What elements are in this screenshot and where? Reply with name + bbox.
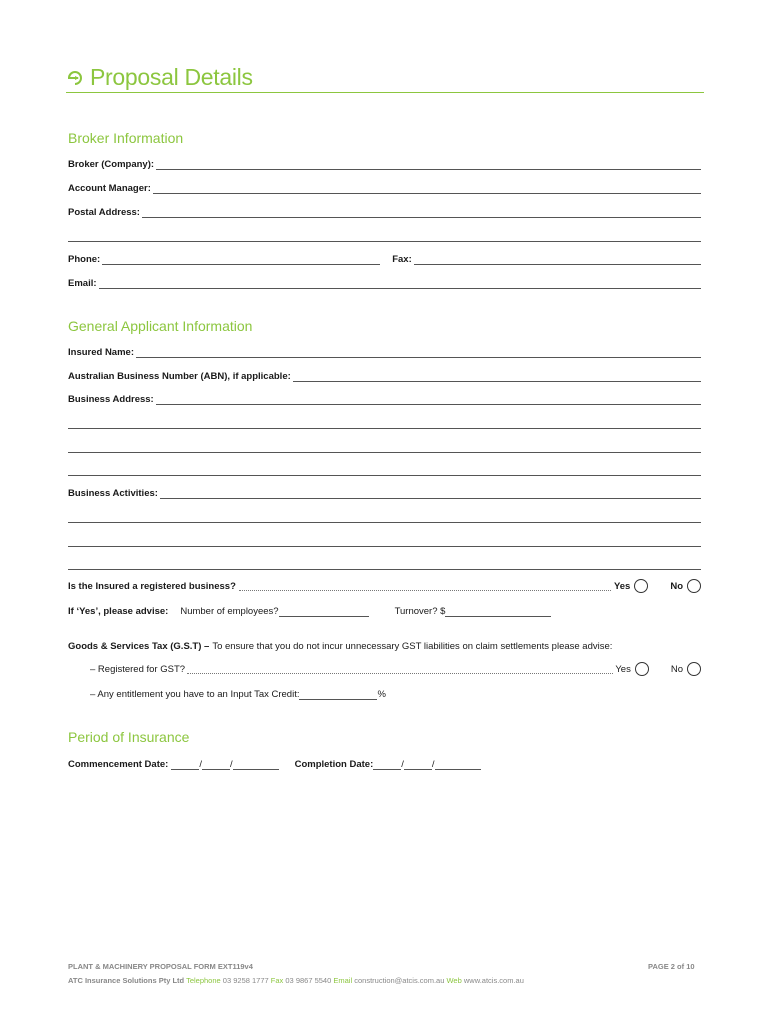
insured-name-label: Insured Name: (68, 347, 134, 358)
abn-label: Australian Business Number (ABN), if applicable: (68, 371, 291, 382)
fax-field[interactable] (414, 255, 701, 265)
yes-label: Yes (613, 580, 631, 592)
business-address-row (68, 391, 701, 405)
business-activities-row-3 (68, 533, 701, 547)
if-yes-row (68, 603, 701, 617)
footer-tel-label: Telephone (186, 976, 221, 985)
turnover-label: Turnover? $ (394, 606, 446, 617)
business-address-field[interactable] (156, 395, 701, 405)
account-manager-row (68, 180, 701, 194)
phone-fax-row (68, 251, 701, 265)
gst-yes-label: Yes (615, 663, 631, 675)
completion-year-field[interactable] (435, 760, 481, 770)
footer-page-number: PAGE 2 of 10 (648, 962, 695, 971)
account-manager-field[interactable] (153, 184, 701, 194)
footer-company: ATC Insurance Solutions Pty Ltd (68, 976, 185, 985)
insured-name-field[interactable] (136, 348, 701, 358)
postal-address-row-2 (68, 228, 701, 242)
registered-no-radio[interactable] (687, 579, 701, 593)
business-activities-row (68, 485, 701, 499)
gst-registered-row (90, 662, 701, 676)
footer-form-name: PLANT & MACHINERY PROPOSAL FORM EXT119v4 (68, 962, 253, 971)
page-title (66, 64, 253, 91)
phone-field[interactable] (102, 255, 380, 265)
postal-address-label: Postal Address: (68, 207, 140, 218)
gst-no-radio[interactable] (687, 662, 701, 676)
gst-no-label: No (670, 663, 683, 675)
completion-day-field[interactable] (373, 760, 401, 770)
business-address-row-2 (68, 415, 701, 429)
footer-fax: 03 9867 5540 (285, 976, 332, 985)
registered-yes-radio[interactable] (634, 579, 648, 593)
employees-label: Number of employees? (180, 606, 279, 617)
completion-label: Completion Date: (294, 759, 374, 770)
registered-business-label: Is the Insured a registered business? (68, 580, 236, 592)
business-address-row-4 (68, 462, 701, 476)
registered-business-row (68, 579, 701, 593)
page-title-text: Proposal Details (90, 64, 253, 90)
postal-address-field[interactable] (142, 208, 701, 218)
if-yes-label: If ‘Yes’, please advise: (68, 606, 169, 617)
business-address-label: Business Address: (68, 394, 154, 405)
gst-registered-label: – Registered for GST? (90, 663, 186, 675)
commencement-month-field[interactable] (202, 760, 230, 770)
broker-heading: Broker Information (68, 130, 184, 146)
footer-contact (68, 976, 524, 985)
business-activities-field-3[interactable] (68, 537, 701, 547)
business-activities-row-2 (68, 509, 701, 523)
account-manager-label: Account Manager: (68, 183, 151, 194)
email-label: Email: (68, 278, 97, 289)
arrow-icon (66, 69, 84, 87)
business-address-field-2[interactable] (68, 419, 701, 429)
fax-label: Fax: (392, 254, 412, 265)
email-field[interactable] (99, 279, 701, 289)
business-address-field-3[interactable] (68, 443, 701, 453)
commencement-day-field[interactable] (171, 760, 199, 770)
employees-field[interactable] (279, 607, 369, 617)
date-separator: / (401, 759, 404, 770)
gst-text: To ensure that you do not incur unnecessary GST liabilities on claim settlements please advise: (212, 641, 613, 652)
gst-yes-radio[interactable] (635, 662, 649, 676)
leader-dots (187, 664, 613, 674)
email-row (68, 275, 701, 289)
dates-row (68, 756, 701, 770)
abn-row (68, 368, 701, 382)
broker-company-field[interactable] (156, 160, 701, 170)
business-activities-field[interactable] (160, 489, 701, 499)
business-activities-field-4[interactable] (68, 560, 701, 570)
gst-row (68, 638, 701, 652)
footer-web[interactable]: www.atcis.com.au (463, 976, 524, 985)
abn-field[interactable] (293, 372, 701, 382)
tax-credit-row (90, 686, 701, 700)
phone-label: Phone: (68, 254, 101, 265)
percent-label: % (377, 689, 386, 700)
business-address-field-4[interactable] (68, 466, 701, 476)
leader-dots (239, 581, 611, 591)
business-activities-row-4 (68, 556, 701, 570)
commencement-year-field[interactable] (233, 760, 279, 770)
completion-month-field[interactable] (404, 760, 432, 770)
footer-tel: 03 9258 1777 (222, 976, 269, 985)
turnover-field[interactable] (445, 607, 551, 617)
title-divider (66, 92, 704, 93)
no-label: No (670, 580, 683, 592)
date-separator: / (199, 759, 202, 770)
business-activities-field-2[interactable] (68, 513, 701, 523)
postal-address-field-2[interactable] (68, 232, 701, 242)
footer-email[interactable]: construction@atcis.com.au (354, 976, 445, 985)
broker-company-row (68, 156, 701, 170)
footer-web-label: Web (446, 976, 462, 985)
business-activities-label: Business Activities: (68, 488, 158, 499)
date-separator: / (431, 759, 435, 770)
gst-label: Goods & Services Tax (G.S.T) – (68, 641, 210, 652)
commencement-label: Commencement Date: (68, 759, 169, 770)
insured-name-row (68, 344, 701, 358)
broker-company-label: Broker (Company): (68, 159, 155, 170)
footer-fax-label: Fax (270, 976, 284, 985)
tax-credit-label: – Any entitlement you have to an Input Tax Credit: (90, 689, 300, 700)
postal-address-row (68, 204, 701, 218)
applicant-heading: General Applicant Information (68, 318, 253, 334)
tax-credit-field[interactable] (299, 690, 377, 700)
date-separator: / (229, 759, 233, 770)
footer-email-label: Email (333, 976, 353, 985)
business-address-row-3 (68, 439, 701, 453)
period-heading: Period of Insurance (68, 729, 190, 745)
